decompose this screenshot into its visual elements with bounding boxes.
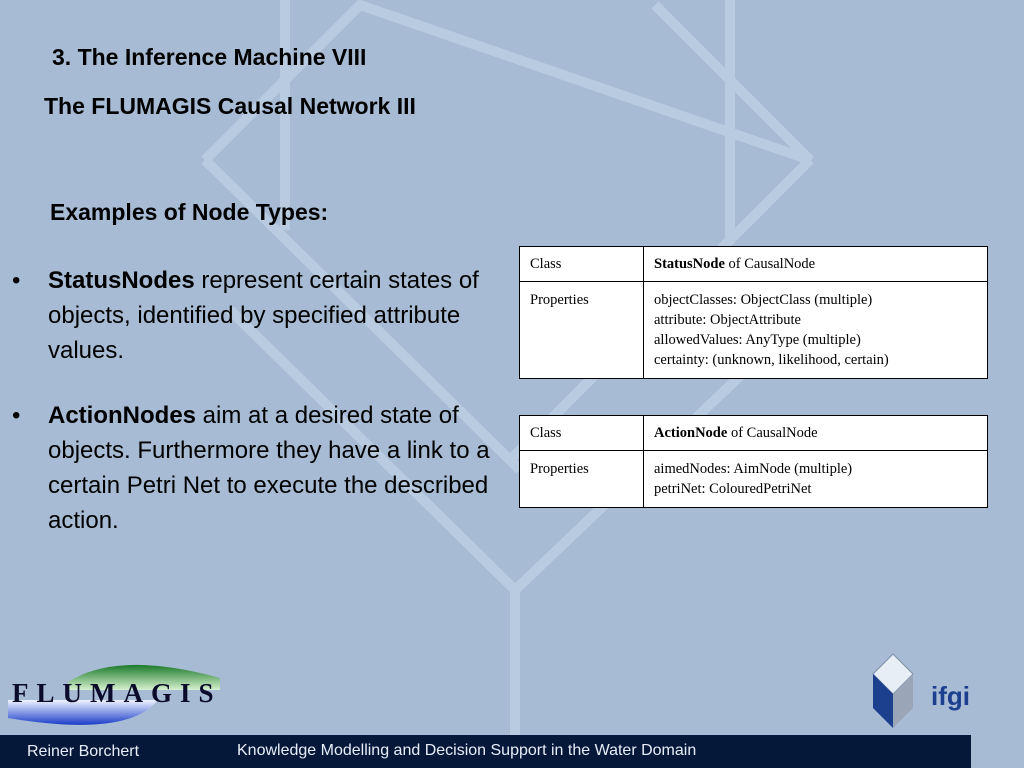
- property-line: certainty: (unknown, likelihood, certain): [654, 352, 889, 368]
- property-line: objectClasses: ObjectClass (multiple): [654, 292, 873, 308]
- bullet-text: represent certain states of objects, identified by specified attribute values.: [48, 267, 479, 364]
- footer-course: Knowledge Modelling and Decision Support in the Water Domain: [237, 742, 697, 759]
- class-label: Class: [520, 247, 644, 282]
- properties-label: Properties: [520, 451, 644, 508]
- statusnode-table: [519, 246, 988, 379]
- property-line: petriNet: ColouredPetriNet: [654, 481, 812, 497]
- properties-label: Properties: [520, 282, 644, 379]
- class-suffix: of CausalNode: [724, 256, 816, 272]
- property-line: attribute: ObjectAttribute: [654, 312, 801, 328]
- class-name: StatusNode: [654, 256, 725, 272]
- properties-value: [644, 451, 988, 508]
- bullet-item-actionnodes: [0, 398, 520, 538]
- actionnode-table: [519, 415, 988, 508]
- class-value: [644, 247, 988, 282]
- footer-bar: [0, 735, 971, 768]
- slide-subtitle: The FLUMAGIS Causal Network III: [44, 93, 416, 119]
- bullet-term: ActionNodes: [48, 402, 197, 429]
- property-line: allowedValues: AnyType (multiple): [654, 332, 861, 348]
- class-suffix: of CausalNode: [727, 425, 818, 441]
- bullet-dot: •: [12, 267, 21, 294]
- bullet-term: StatusNodes: [48, 267, 195, 294]
- bullet-dot: •: [12, 402, 21, 429]
- class-name: ActionNode: [654, 425, 728, 441]
- class-label: Class: [520, 416, 644, 451]
- bullet-item-statusnodes: [0, 263, 520, 368]
- examples-heading: Examples of Node Types:: [50, 199, 329, 225]
- class-value: [644, 416, 988, 451]
- bullet-text: aim at a desired state of objects. Furthermore they have a link to a certain Petri Net to execute the described action.: [48, 402, 490, 534]
- properties-value: [644, 282, 988, 379]
- slide-title: 3. The Inference Machine VIII: [52, 44, 367, 70]
- property-line: aimedNodes: AimNode (multiple): [654, 461, 853, 477]
- bullet-list: [0, 263, 520, 568]
- flumagis-logo-text: FLUMAGIS: [12, 678, 222, 708]
- footer-author: Reiner Borchert: [27, 743, 140, 760]
- ifgi-logo-text: ifgi: [931, 681, 970, 711]
